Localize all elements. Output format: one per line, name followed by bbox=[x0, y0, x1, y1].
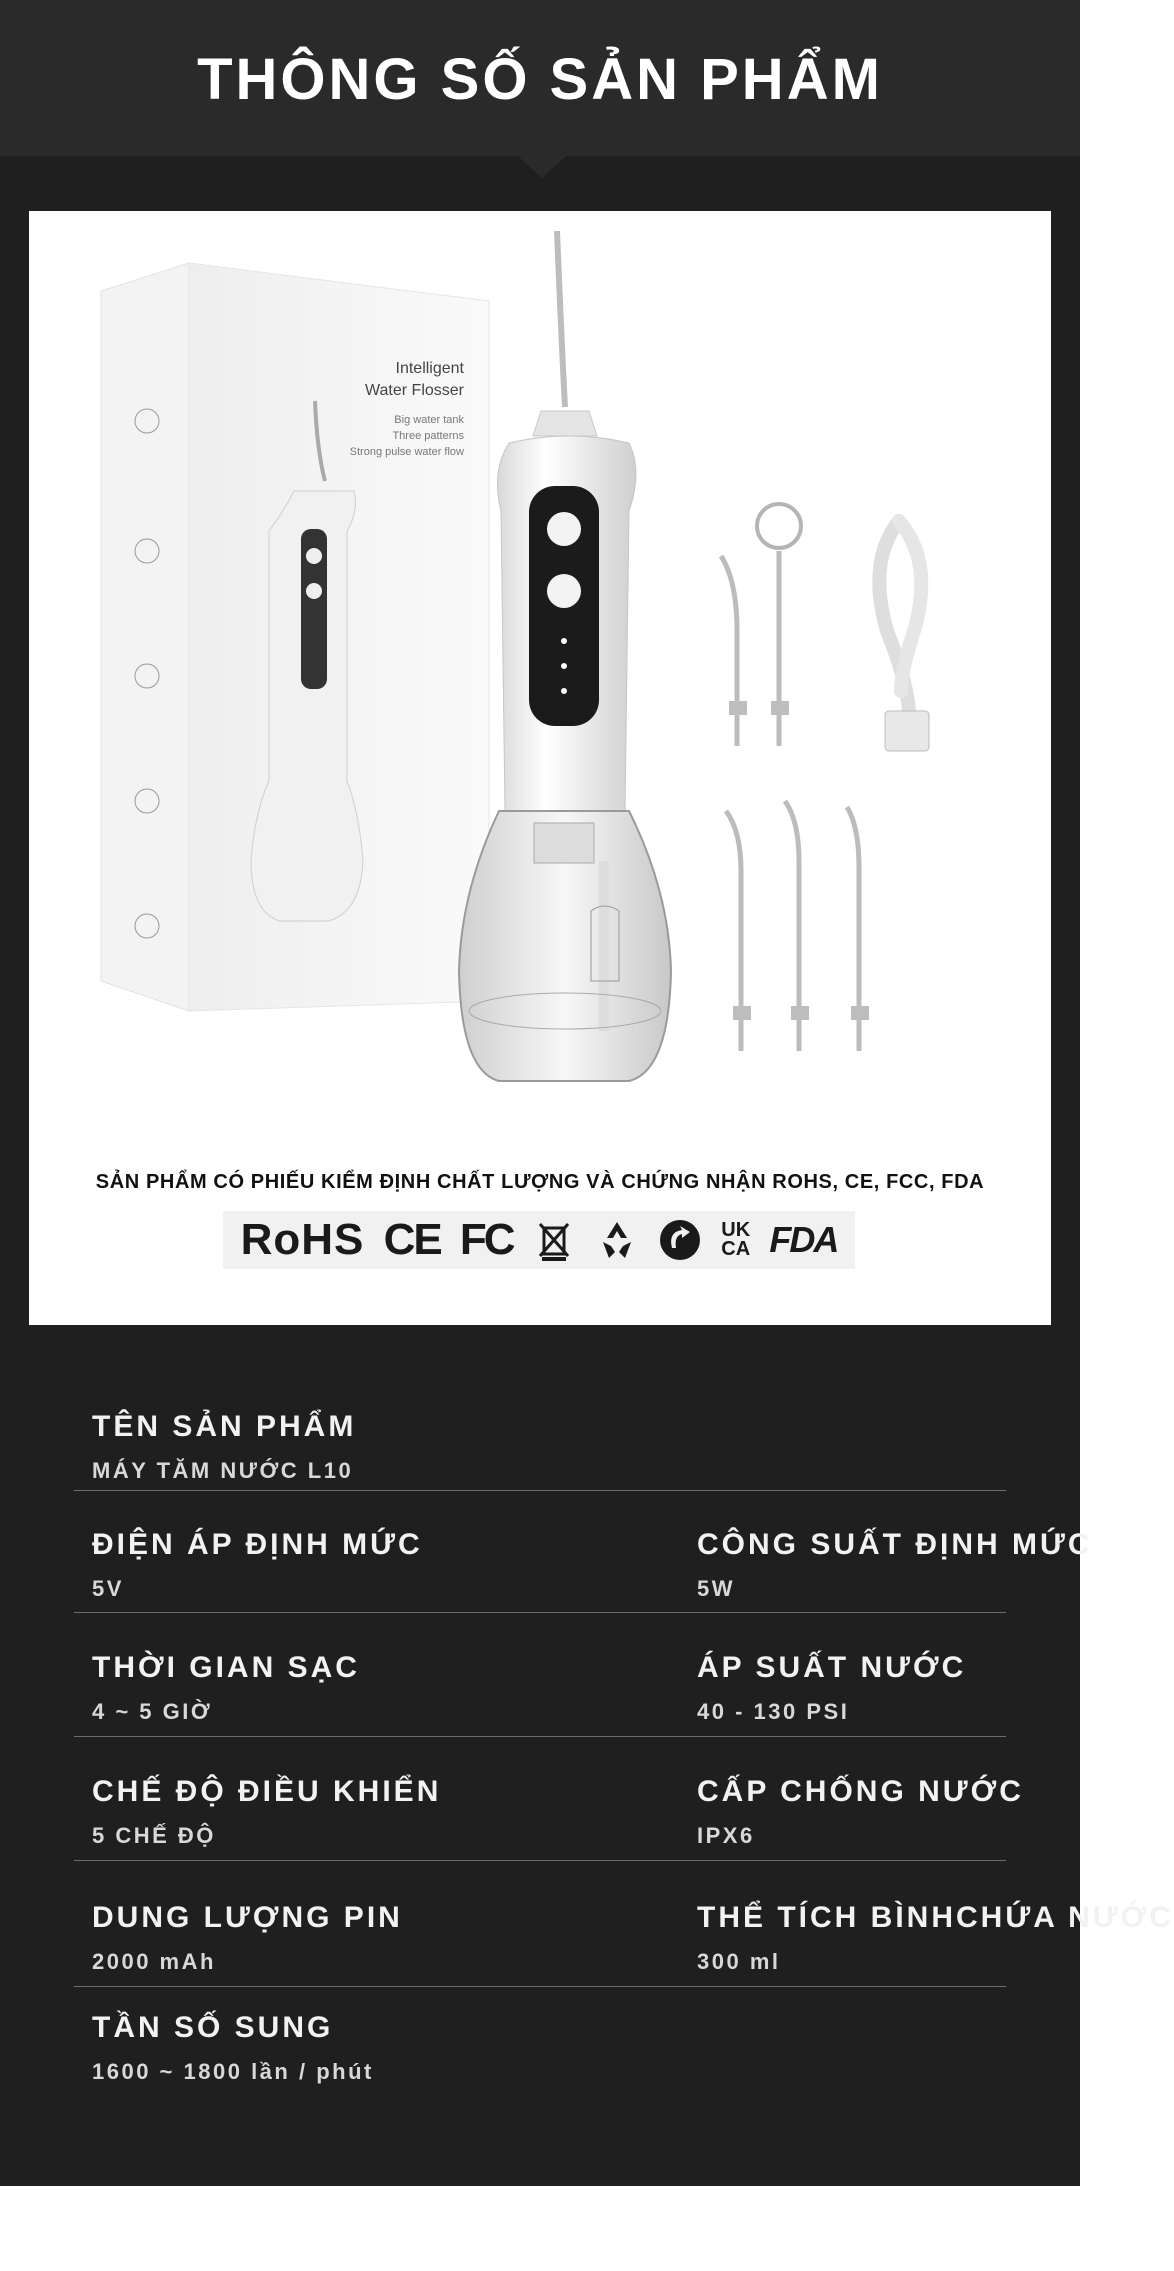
product-image-panel bbox=[29, 211, 1051, 1325]
box-title-line1: Intelligent bbox=[395, 360, 464, 377]
green-dot-icon bbox=[658, 1218, 702, 1262]
spec-value: 5V bbox=[92, 1576, 124, 1601]
recycle-icon bbox=[595, 1218, 639, 1262]
spec-label: THỂ TÍCH BÌNHCHỨA NƯỚC bbox=[697, 1901, 1174, 1934]
spec-value: 300 ml bbox=[697, 1949, 781, 1974]
spec-value: IPX6 bbox=[697, 1823, 755, 1848]
spec-row bbox=[74, 2011, 1006, 2097]
spec-value: 4 ~ 5 GIỜ bbox=[92, 1699, 213, 1724]
header-pointer bbox=[518, 156, 566, 178]
spec-label: THỜI GIAN SẠC bbox=[92, 1651, 360, 1684]
spec-row bbox=[74, 1528, 1093, 1613]
product-box bbox=[101, 263, 489, 1011]
ukca-logo-uk: UK bbox=[721, 1219, 751, 1241]
spec-value: MÁY TĂM NƯỚC L10 bbox=[92, 1458, 354, 1483]
box-feature-1: Big water tank bbox=[394, 414, 464, 426]
spec-value: 40 - 130 PSI bbox=[697, 1699, 850, 1724]
spec-label: TÊN SẢN PHẨM bbox=[92, 1410, 357, 1443]
spec-label: CẤP CHỐNG NƯỚC bbox=[697, 1775, 1024, 1808]
box-feature-3: Strong pulse water flow bbox=[349, 446, 464, 458]
spec-row bbox=[74, 1651, 1006, 1737]
spec-value: 5 CHẾ ĐỘ bbox=[92, 1823, 216, 1848]
page-title: THÔNG SỐ SẢN PHẨM bbox=[197, 47, 883, 112]
fda-logo: FDA bbox=[769, 1219, 838, 1260]
spec-value: 5W bbox=[697, 1576, 735, 1601]
spec-row bbox=[74, 1901, 1174, 1987]
spec-label: TẦN SỐ SUNG bbox=[92, 2011, 334, 2044]
product-illustration bbox=[29, 211, 1051, 1161]
certification-logos bbox=[223, 1211, 855, 1269]
rohs-logo: RoHS bbox=[240, 1215, 365, 1264]
spec-label: CÔNG SUẤT ĐỊNH MỨC bbox=[697, 1528, 1093, 1561]
header-banner bbox=[0, 0, 1080, 156]
spec-cell bbox=[92, 1775, 441, 1849]
spec-cell bbox=[92, 1651, 360, 1725]
spec-row bbox=[74, 1410, 1006, 1491]
spec-label: ĐIỆN ÁP ĐỊNH MỨC bbox=[92, 1528, 423, 1561]
ukca-logo bbox=[721, 1221, 750, 1259]
spec-cell bbox=[697, 1528, 1093, 1602]
spec-cell bbox=[697, 1775, 1024, 1849]
accessories bbox=[721, 504, 929, 1051]
ce-logo: CE bbox=[383, 1215, 441, 1264]
water-flosser-device bbox=[459, 231, 671, 1081]
ukca-logo-ca: CA bbox=[721, 1238, 751, 1260]
spec-cell bbox=[92, 1410, 356, 1484]
box-title-line2: Water Flosser bbox=[365, 382, 464, 399]
certification-text: SẢN PHẨM CÓ PHIẾU KIỂM ĐỊNH CHẤT LƯỢNG VÀ CHỨNG NHẬN ROHS, CE, FCC, FDA bbox=[95, 1171, 985, 1193]
spec-cell bbox=[92, 1528, 423, 1602]
spec-value: 1600 ~ 1800 lần / phút bbox=[92, 2059, 374, 2084]
spec-label: ÁP SUẤT NƯỚC bbox=[697, 1651, 967, 1684]
spec-cell bbox=[92, 2011, 374, 2085]
spec-cell bbox=[92, 1901, 403, 1975]
spec-label: CHẾ ĐỘ ĐIỀU KHIỂN bbox=[92, 1775, 442, 1808]
fcc-logo: FC bbox=[459, 1215, 513, 1264]
spec-value: 2000 mAh bbox=[92, 1949, 216, 1974]
spec-cell bbox=[697, 1651, 966, 1725]
spec-label: DUNG LƯỢNG PIN bbox=[92, 1901, 403, 1934]
box-feature-2: Three patterns bbox=[392, 430, 464, 442]
weee-bin-icon bbox=[532, 1218, 576, 1262]
spec-cell bbox=[697, 1901, 1174, 1975]
spec-table bbox=[0, 1325, 1174, 2186]
spec-row bbox=[74, 1775, 1024, 1861]
